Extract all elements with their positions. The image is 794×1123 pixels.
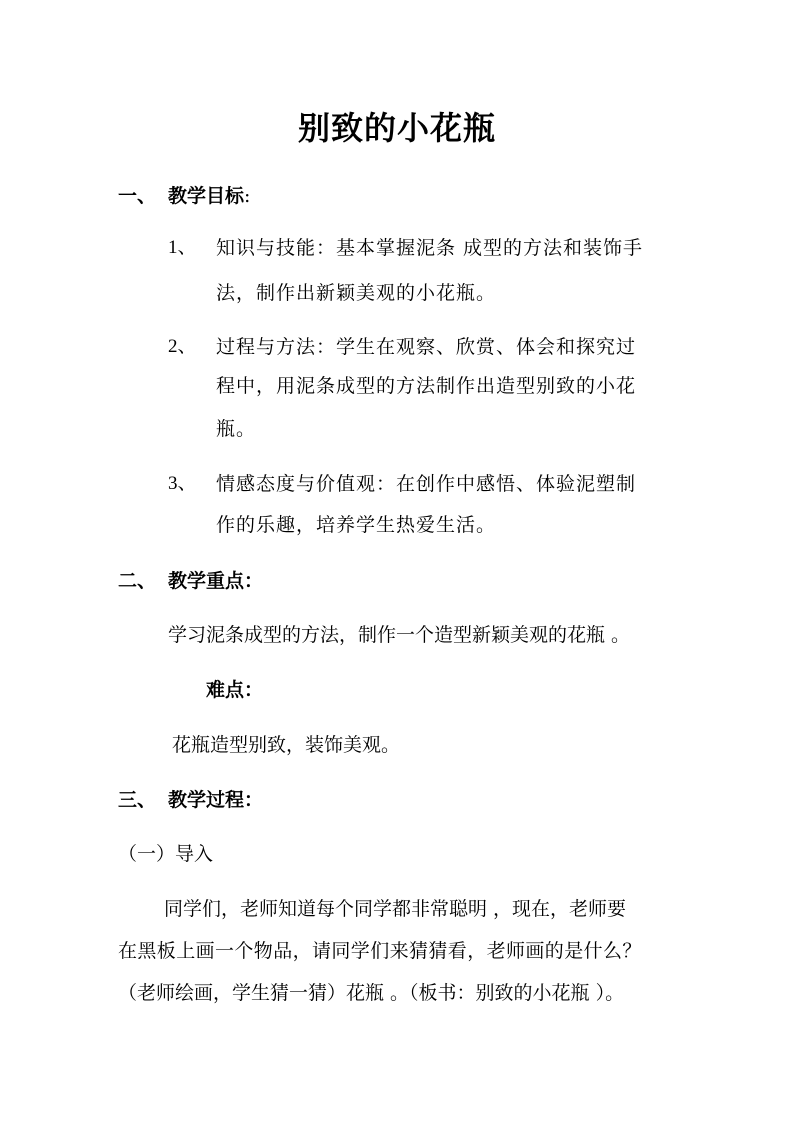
document-title: 别致的小花瓶 (297, 109, 496, 147)
section1-heading-colon: : (244, 185, 251, 207)
section2-number: 二、 (118, 570, 157, 592)
section1-heading: 教学目标 (168, 185, 245, 207)
key-point-text: 学习泥条成型的方法，制作一个造型新颖美观的花瓶 。 (168, 624, 631, 646)
objective-1-number: 1、 (168, 237, 197, 258)
section1-number: 一、 (118, 185, 157, 207)
difficulty-label: 难点： (206, 679, 264, 701)
objective-1-line1: 知识与技能：基本掌握泥条 成型的方法和装饰手 (216, 237, 644, 259)
intro-paragraph-line3: （老师绘画，学生猜一猜）花瓶 。（板书：别致的小花瓶 ）。 (118, 982, 625, 1004)
intro-paragraph-line1: 同学们，老师知道每个同学都非常聪明 ，现在，老师要 (164, 898, 627, 920)
subsection-intro-heading: （一）导入 (118, 843, 214, 865)
objective-2-number: 2、 (168, 336, 197, 357)
objective-3-line2: 作的乐趣，培养学生热爱生活。 (216, 514, 497, 536)
section3-heading: 教学过程： (168, 789, 264, 811)
section2-heading: 教学重点： (168, 570, 264, 592)
objective-2-line2: 程中，用泥条成型的方法制作出造型别致的小花 (216, 375, 637, 397)
objective-2-line1: 过程与方法：学生在观察、欣赏、体会和探究过 (216, 336, 637, 358)
objective-2-line3: 瓶。 (216, 418, 257, 440)
section1-heading-wrap (168, 184, 250, 208)
difficulty-text: 花瓶造型别致，装饰美观。 (172, 734, 401, 756)
intro-paragraph-line2: 在黑板上画一个物品，请同学们来猜猜看，老师画的是什么？ (118, 940, 642, 962)
objective-3-number: 3、 (168, 473, 197, 494)
section3-number: 三、 (118, 789, 157, 811)
objective-1-line2: 法，制作出新颖美观的小花瓶。 (216, 282, 497, 304)
objective-3-line1: 情感态度与价值观：在创作中感悟、体验泥塑制 (216, 473, 637, 495)
